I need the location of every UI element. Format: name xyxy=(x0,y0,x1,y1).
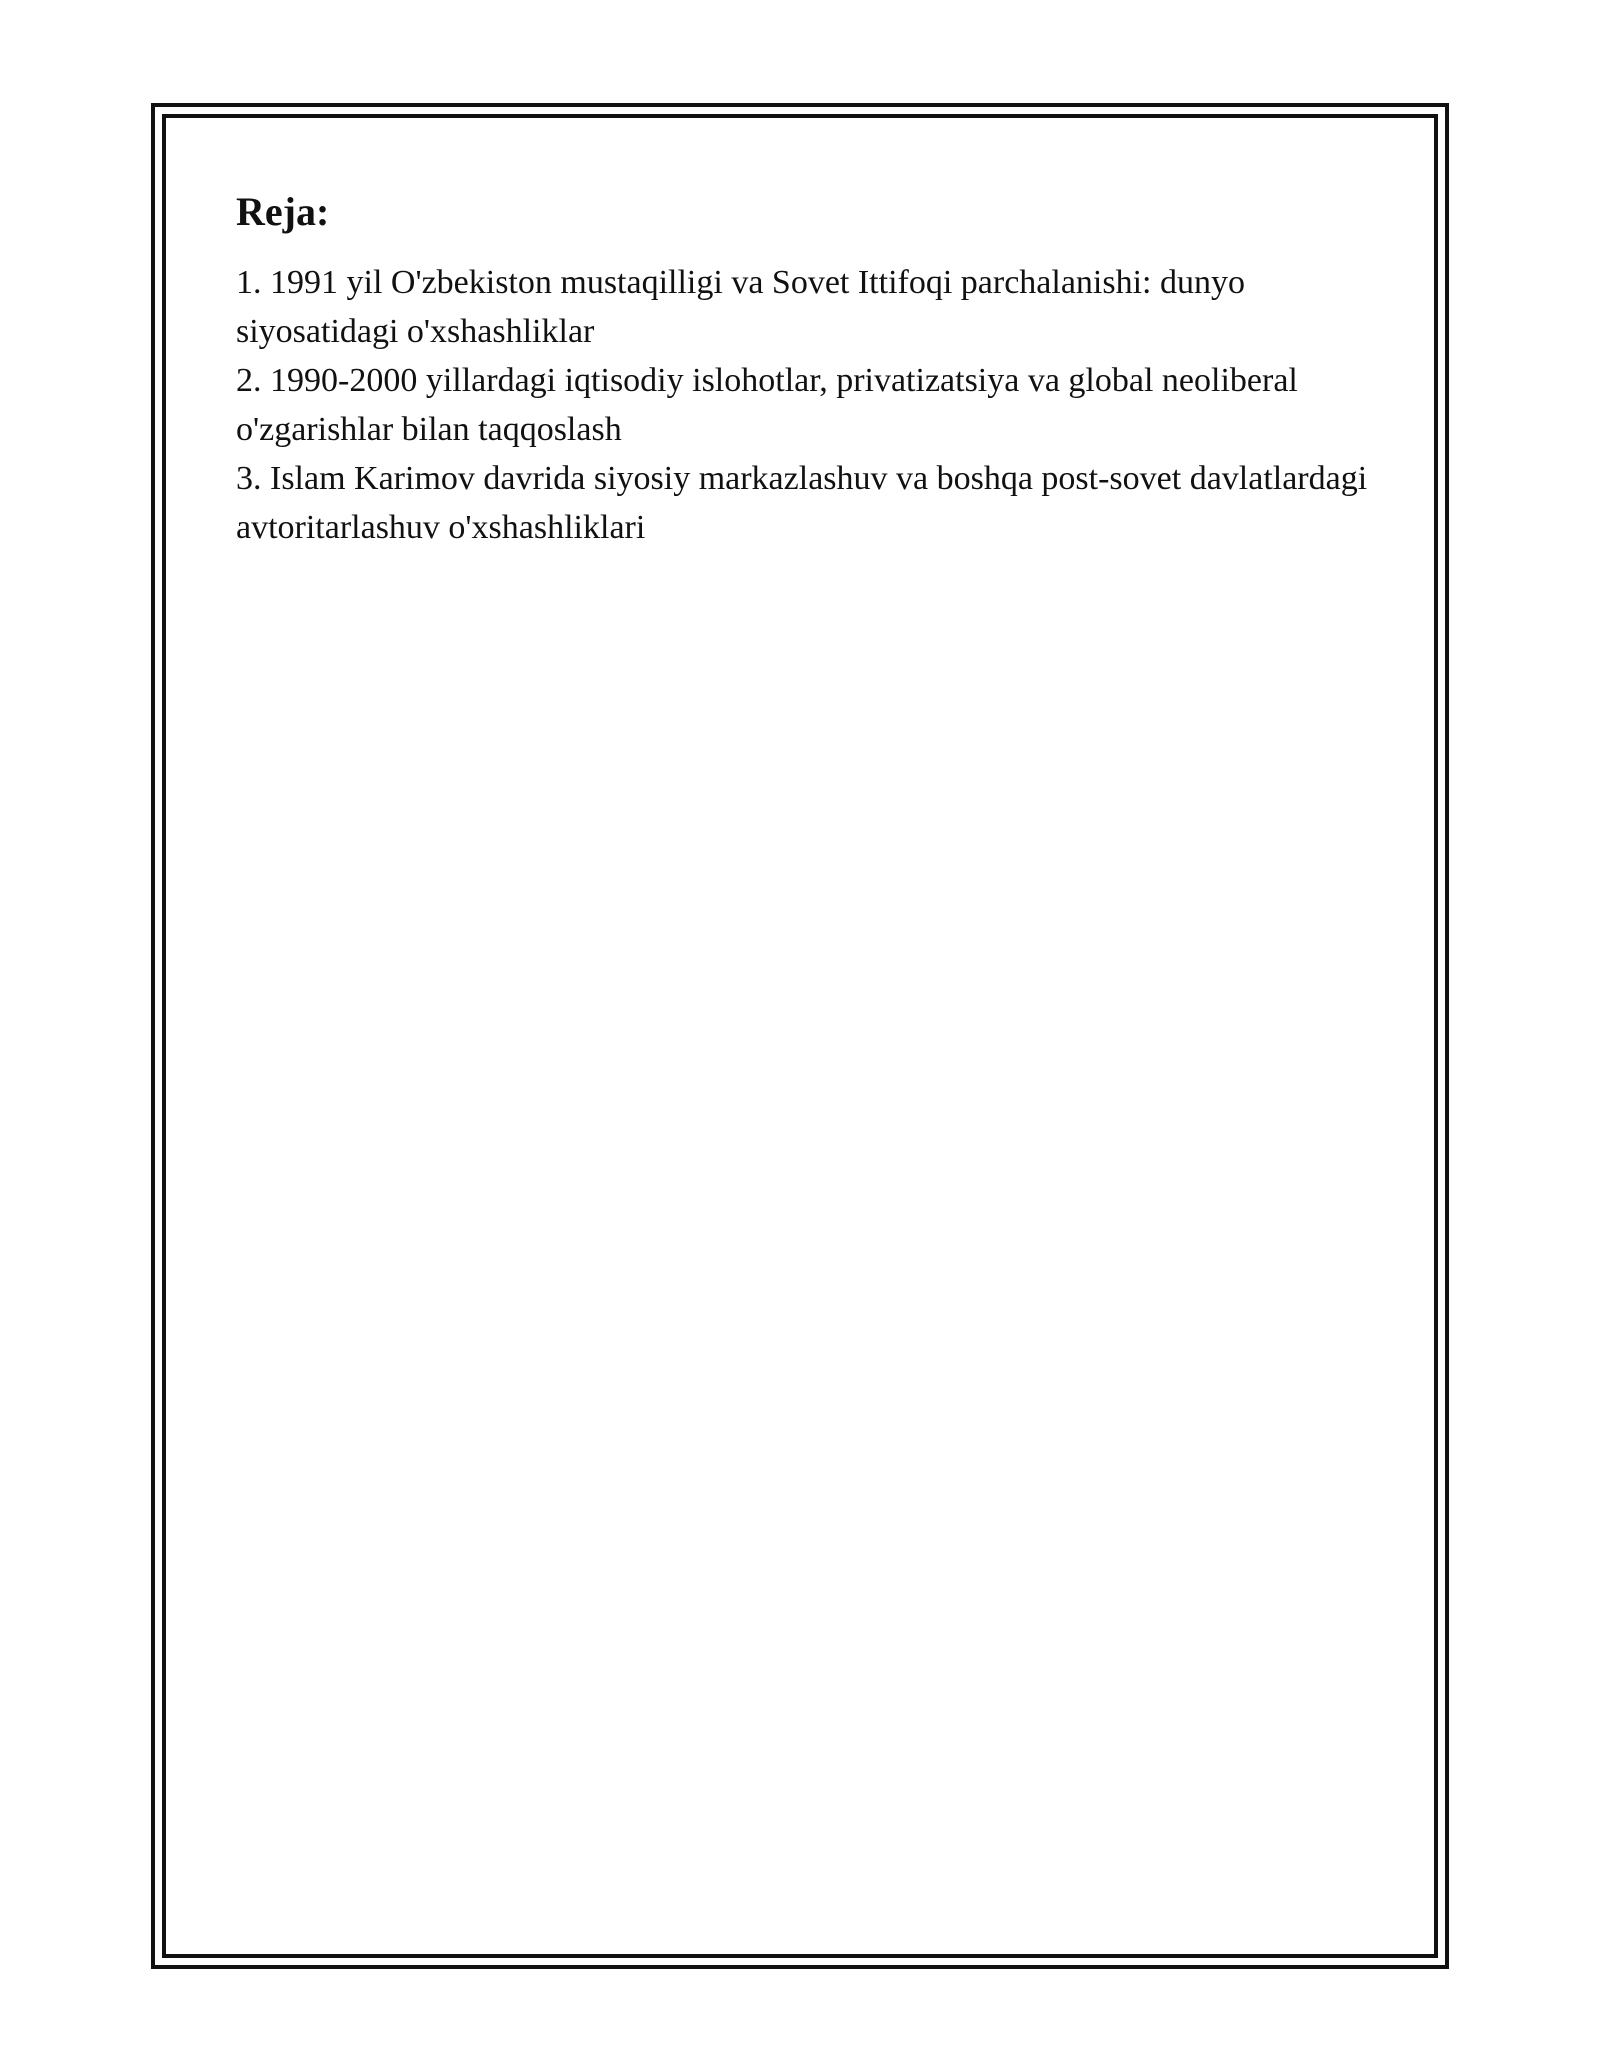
document-body xyxy=(236,186,1376,552)
plan-item-3: 3. Islam Karimov davrida siyosiy markazlashuv va boshqa post-sovet davlatlardagi avtoritarlashuv o'xshashliklari xyxy=(236,460,1368,546)
plan-list xyxy=(236,258,1376,552)
plan-heading: Reja: xyxy=(236,189,330,234)
plan-item-1: 1. 1991 yil O'zbekiston mustaqilligi va Sovet Ittifoqi parchalanishi: dunyo siyosatidagi o'xshashliklar xyxy=(236,264,1245,350)
plan-item-2: 2. 1990-2000 yillardagi iqtisodiy islohotlar, privatizatsiya va global neoliberal o'zgarishlar bilan taqqoslash xyxy=(236,362,1298,448)
